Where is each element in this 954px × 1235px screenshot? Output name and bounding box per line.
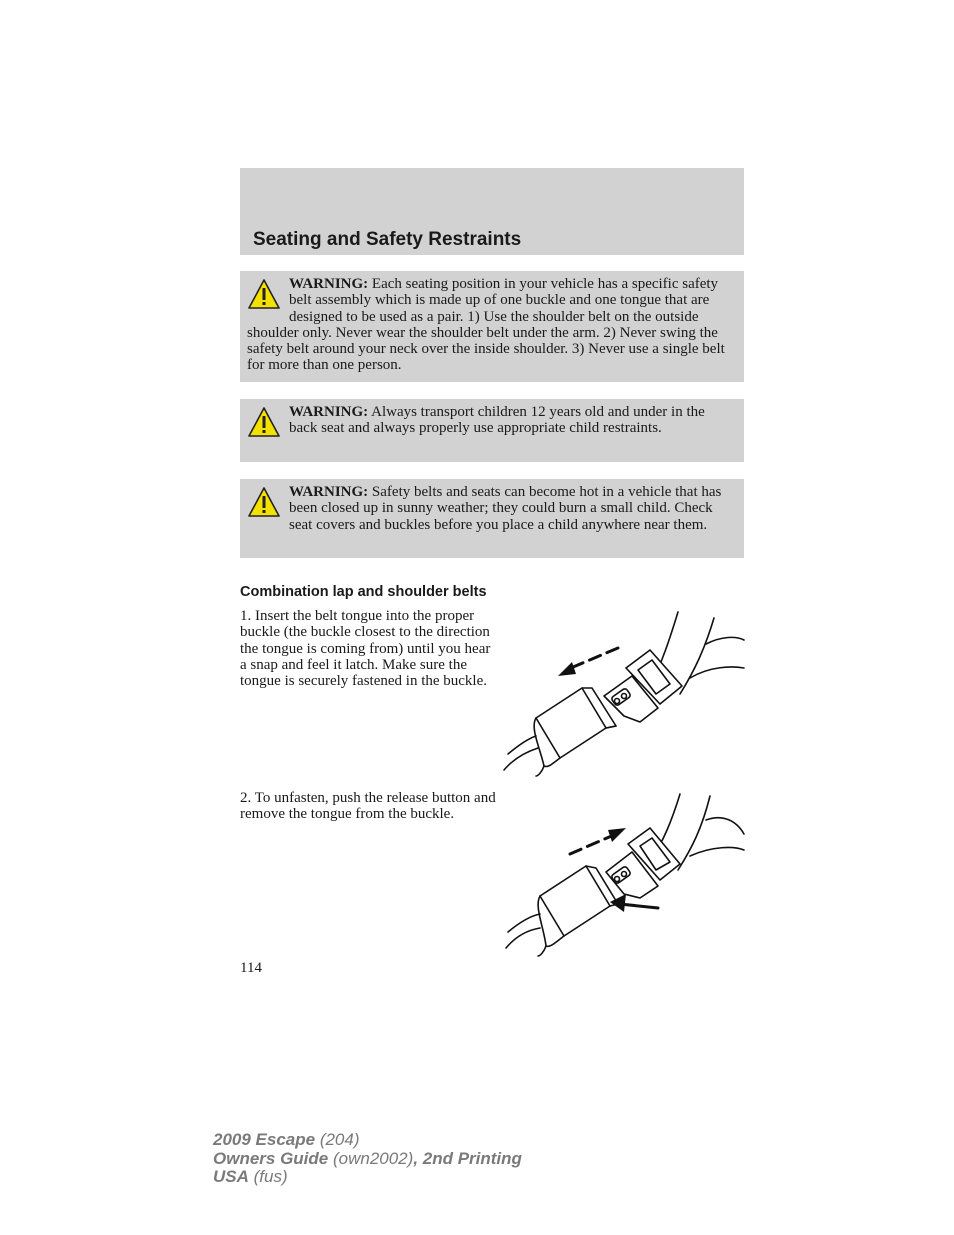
warning-box-2 — [240, 399, 744, 462]
belt-insert-illustration — [500, 608, 746, 780]
warning-label: WARNING: — [289, 276, 369, 292]
footer-guide: Owners Guide — [213, 1148, 329, 1168]
warning-label: WARNING: — [289, 484, 369, 500]
warning-text: Each seating position in your vehicle has a specific safety belt assembly which is made up of one buckle and one tongue that are designed to be used as a pair. 1) Use the shoulder belt on the outside shoulder only. Never wear the shoulder belt under the arm. 2) Never swing the safety belt around your neck over the inside shoulder. 3) Never use a single belt for more than one person. — [247, 276, 725, 374]
footer-model: 2009 Escape — [213, 1130, 316, 1149]
step-1-text: 1. Insert the belt tongue into the proper buckle (the buckle closest to the direction the tongue is coming from) until you hear a snap and feel it latch. Make sure the tongue is securely fastened in the buckle. — [240, 608, 491, 690]
warning-triangle-icon — [247, 486, 281, 518]
warning-box-1 — [240, 271, 744, 382]
footer-model-code: (204) — [315, 1130, 360, 1149]
warning-triangle-icon — [247, 278, 281, 310]
warning-label: WARNING: — [289, 404, 369, 420]
warning-text: Always transport children 12 years old and under in the back seat and always properly use appropriate child restraints. — [289, 404, 705, 437]
warning-text: Safety belts and seats can become hot in a vehicle that has been closed up in sunny weather; they could burn a small child. Check seat covers and buckles before you place a child anywhere near them. — [289, 484, 722, 533]
footer-market: USA — [213, 1167, 249, 1186]
footer-market-code: (fus) — [248, 1167, 288, 1186]
belt-release-illustration — [500, 790, 746, 960]
page-number: 114 — [240, 960, 262, 976]
warning-box-3 — [240, 479, 744, 558]
footer-printing: , 2nd Printing — [413, 1148, 522, 1168]
warning-triangle-icon — [247, 406, 281, 438]
section-header — [240, 168, 744, 255]
footer-guide-code: (own2002) — [328, 1148, 414, 1168]
page-title: Seating and Safety Restraints — [253, 229, 522, 250]
section-heading: Combination lap and shoulder belts — [240, 584, 487, 600]
footer-edition-info — [213, 1131, 522, 1187]
step-2-text: 2. To unfasten, push the release button and remove the tongue from the buckle. — [240, 790, 496, 823]
